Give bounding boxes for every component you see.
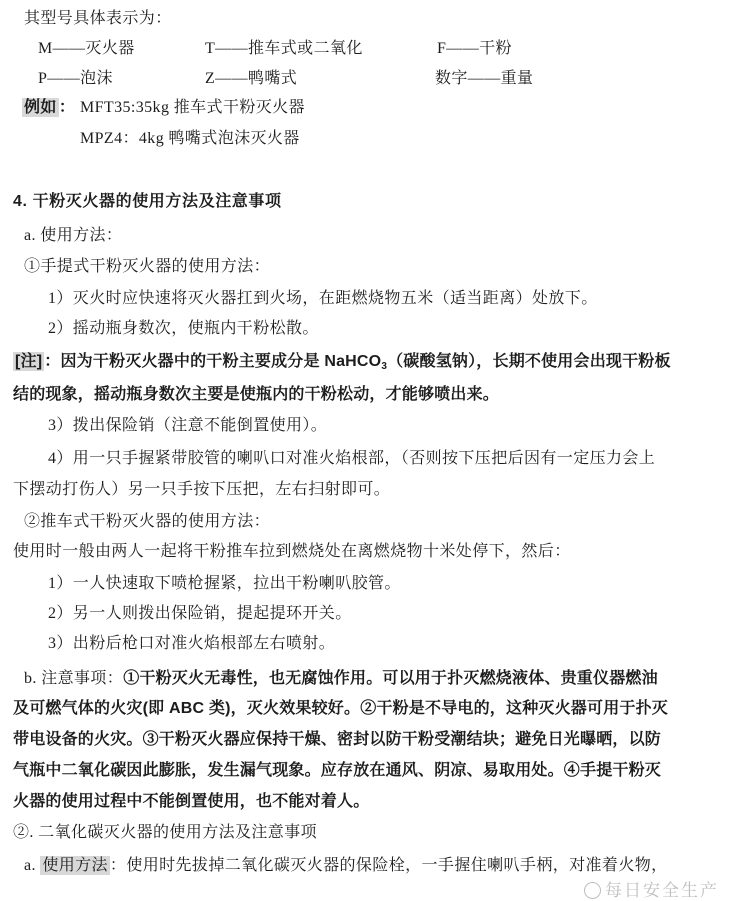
note-line-2: 结的现象，摇动瓶身数次主要是使瓶内的干粉松动，才能够喷出来。 (13, 386, 500, 403)
note-colon: ： (44, 353, 61, 370)
precautions-label: b. 注意事项： (24, 670, 124, 687)
cart-usage-title: ②推车式干粉灭火器的使用方法： (24, 513, 271, 530)
handheld-usage-title: ①手提式干粉灭火器的使用方法： (24, 258, 271, 275)
legend-cell-t: T——推车式或二氧化 (205, 40, 363, 57)
example-label-highlight: 例如 (24, 99, 57, 116)
cart-step-3: 3）出粉后枪口对准火焰根部左右喷射。 (48, 635, 336, 652)
note-text-1b: （碳酸氢钠），长期不使用会出现干粉板 (387, 353, 671, 370)
note-text-1a: 因为干粉灭火器中的干粉主要成分是 NaHCO (60, 353, 382, 370)
co2-usage-prefix: a. (24, 857, 41, 874)
co2-usage-label-highlight: 使用方法 (42, 857, 108, 874)
precautions-line-1 (24, 668, 658, 690)
example-row-1 (22, 97, 75, 119)
handheld-step-1: 1）灭火时应快速将灭火器扛到火场，在距燃烧物五米（适当距离）处放下。 (48, 290, 598, 307)
note-line-1 (13, 351, 671, 378)
example-line-2: MPZ4：4kg 鸭嘴式泡沫灭火器 (80, 130, 300, 147)
legend-cell-z: Z——鸭嘴式 (205, 70, 298, 87)
precautions-line-3: 带电设备的火灾。③干粉灭火器应保持干燥、密封以防干粉受潮结块；避免日光曝晒，以防 (13, 731, 662, 748)
precautions-line-4: 气瓶中二氧化碳因此膨胀，发生漏气现象。应存放在通风、阴凉、易取用处。④手提干粉灭 (13, 762, 662, 779)
precautions-line-2: 及可燃气体的火灾(即 ABC 类)，灭火效果较好。②干粉是不导电的，这种灭火器可用于扑灭 (13, 700, 669, 717)
legend-cell-p: P——泡沫 (38, 70, 113, 87)
precautions-text-1: ①干粉灭火无毒性，也无腐蚀作用。可以用于扑灭燃烧液体、贵重仪器燃油 (123, 670, 658, 687)
watermark-text: 每日安全生产 (605, 881, 719, 900)
legend-cell-m: M——灭火器 (38, 40, 135, 57)
co2-usage-text: ：使用时先拔掉二氧化碳灭火器的保险栓，一手握住喇叭手柄，对准着火物， (109, 857, 668, 874)
cart-usage-intro: 使用时一般由两人一起将干粉推车拉到燃烧处在离燃烧物十米处停下，然后： (13, 543, 571, 560)
co2-usage-line (24, 855, 668, 877)
handheld-step-3: 3）拨出保险销（注意不能倒置使用）。 (48, 417, 328, 434)
handheld-step-4-line-1: 4）用一只手握紧带胶管的喇叭口对准火焰根部，（否则按下压把后因有一定压力会上 (48, 450, 656, 467)
example-label-colon: ： (58, 99, 76, 116)
legend-cell-f: F——干粉 (437, 40, 512, 57)
section-heading-co2: ②. 二氧化碳灭火器的使用方法及注意事项 (13, 824, 318, 841)
section-heading-dry-powder: 4. 干粉灭火器的使用方法及注意事项 (13, 193, 282, 210)
precautions-line-5: 火器的使用过程中不能倒置使用，也不能对着人。 (13, 793, 370, 810)
handheld-step-4-line-2: 下摆动打伤人）另一只手按下压把，左右扫射即可。 (13, 481, 391, 498)
chem-subscript: 3 (381, 361, 388, 372)
intro-line: 其型号具体表示为： (24, 10, 172, 27)
handheld-step-2: 2）摇动瓶身数次，使瓶内干粉松散。 (48, 320, 319, 337)
cart-step-1: 1）一人快速取下喷枪握紧，拉出干粉喇叭胶管。 (48, 575, 401, 592)
note-label-highlight: [注] (15, 353, 43, 370)
example-line-1: MFT35:35kg 推车式干粉灭火器 (80, 99, 305, 116)
cart-step-2: 2）另一人则拨出保险销，提起提环开关。 (48, 605, 352, 622)
usage-method-label: a. 使用方法： (24, 227, 123, 244)
watermark (584, 876, 719, 901)
legend-cell-number: 数字——重量 (435, 70, 534, 87)
